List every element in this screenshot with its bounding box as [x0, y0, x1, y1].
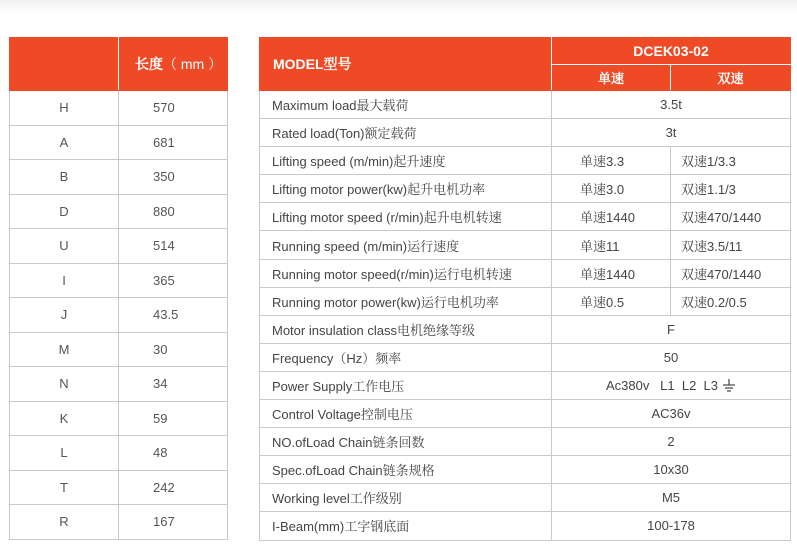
length-label: 长度 — [135, 56, 163, 72]
dimension-key: A — [10, 125, 119, 160]
spec-parameter: Rated load(Ton)额定载荷 — [260, 119, 552, 147]
spec-row — [260, 456, 791, 484]
model-code: DCEK03-02 — [552, 38, 791, 65]
dimension-key: D — [10, 194, 119, 229]
specs-body — [260, 91, 791, 541]
dimension-value: 350 — [119, 160, 228, 195]
spec-row — [260, 147, 791, 175]
dimensions-header-length — [119, 38, 228, 91]
spec-row — [260, 343, 791, 371]
single-speed-value: 单速0.5 — [552, 287, 671, 315]
spec-value — [552, 343, 791, 371]
spec-value — [552, 91, 791, 119]
dimension-row — [10, 436, 228, 471]
single-speed-value: 单速3.3 — [552, 147, 671, 175]
spec-value-text: 3.5t — [660, 97, 682, 113]
dimension-value: 880 — [119, 194, 228, 229]
spec-value — [552, 512, 791, 540]
dimension-row — [10, 298, 228, 333]
spec-row — [260, 231, 791, 259]
dimension-row — [10, 332, 228, 367]
spec-row — [260, 175, 791, 203]
dimension-value: 43.5 — [119, 298, 228, 333]
single-speed-header: 单速 — [552, 65, 671, 91]
dimension-value: 167 — [119, 505, 228, 540]
dimension-key: I — [10, 263, 119, 298]
single-speed-value: 单速11 — [552, 231, 671, 259]
dimension-value: 681 — [119, 125, 228, 160]
spec-row — [260, 91, 791, 119]
spec-value — [552, 484, 791, 512]
dual-speed-value: 双速470/1440 — [671, 259, 791, 287]
dimension-value: 242 — [119, 470, 228, 505]
spec-value — [552, 428, 791, 456]
dual-speed-value: 双速0.2/0.5 — [671, 287, 791, 315]
dimension-value: 59 — [119, 401, 228, 436]
spec-value — [552, 119, 791, 147]
dual-speed-header: 双速 — [671, 65, 791, 91]
spec-parameter: Maximum load最大载荷 — [260, 91, 552, 119]
spec-value-text: 3t — [665, 125, 677, 141]
spec-value — [552, 400, 791, 428]
spec-parameter: I-Beam(mm)工字钢底面 — [260, 512, 552, 540]
spec-parameter: Spec.ofLoad Chain链条规格 — [260, 456, 552, 484]
specs-table — [259, 37, 791, 541]
dual-speed-value: 双速3.5/11 — [671, 231, 791, 259]
dimension-key: H — [10, 91, 119, 126]
dimension-row — [10, 401, 228, 436]
spec-value — [552, 371, 791, 399]
spec-row — [260, 512, 791, 540]
spec-parameter: Lifting motor power(kw)起升电机功率 — [260, 175, 552, 203]
dimension-key: U — [10, 229, 119, 264]
single-speed-value: 单速3.0 — [552, 175, 671, 203]
dimension-value: 48 — [119, 436, 228, 471]
spec-row — [260, 428, 791, 456]
dimension-key: K — [10, 401, 119, 436]
spec-value-text: F — [667, 321, 675, 337]
dimension-key: L — [10, 436, 119, 471]
spec-value-text: 2 — [667, 434, 675, 450]
dimension-key: B — [10, 160, 119, 195]
ground-icon — [722, 378, 736, 392]
model-label: MODEL型号 — [260, 38, 552, 91]
spec-parameter: Running motor power(kw)运行电机功率 — [260, 287, 552, 315]
dimensions-body — [10, 91, 228, 540]
dual-speed-value: 双速470/1440 — [671, 203, 791, 231]
spec-value-text: 100-178 — [647, 518, 695, 534]
spec-value-text: 10x30 — [653, 462, 689, 478]
spec-parameter: Working level工作级别 — [260, 484, 552, 512]
spec-row — [260, 315, 791, 343]
dimension-row — [10, 367, 228, 402]
dimension-key: R — [10, 505, 119, 540]
dimension-key: T — [10, 470, 119, 505]
spec-parameter: Running speed (m/min)运行速度 — [260, 231, 552, 259]
dimension-key: J — [10, 298, 119, 333]
spec-parameter: Motor insulation class电机绝缘等级 — [260, 315, 552, 343]
spec-row — [260, 259, 791, 287]
dimension-value: 514 — [119, 229, 228, 264]
dimension-row — [10, 263, 228, 298]
spec-row — [260, 203, 791, 231]
spec-parameter: Power Supply工作电压 — [260, 371, 552, 399]
dimension-key: N — [10, 367, 119, 402]
dimension-key: M — [10, 332, 119, 367]
spec-value-text: 50 — [663, 349, 679, 365]
spec-value-text: Ac380v L1 L2 L3 — [605, 377, 719, 393]
spec-row — [260, 119, 791, 147]
length-unit: （ mm ） — [163, 56, 223, 72]
spec-row — [260, 371, 791, 399]
spec-value — [552, 315, 791, 343]
spec-row — [260, 484, 791, 512]
spec-parameter: Control Voltage控制电压 — [260, 400, 552, 428]
specs-header-row-1 — [260, 38, 791, 65]
dimensions-header-row — [10, 38, 228, 91]
spec-parameter: NO.ofLoad Chain链条回数 — [260, 428, 552, 456]
dimension-value: 34 — [119, 367, 228, 402]
spec-value — [552, 456, 791, 484]
dimension-row — [10, 91, 228, 126]
spec-parameter: Lifting speed (m/min)起升速度 — [260, 147, 552, 175]
single-speed-value: 单速1440 — [552, 259, 671, 287]
spec-row — [260, 400, 791, 428]
spec-parameter: Running motor speed(r/min)运行电机转速 — [260, 259, 552, 287]
dual-speed-value: 双速1.1/3 — [671, 175, 791, 203]
dimensions-table — [9, 37, 228, 540]
dimension-value: 570 — [119, 91, 228, 126]
dual-speed-value: 双速1/3.3 — [671, 147, 791, 175]
dimension-row — [10, 125, 228, 160]
dimension-row — [10, 470, 228, 505]
dimension-row — [10, 194, 228, 229]
single-speed-value: 单速1440 — [552, 203, 671, 231]
dimension-row — [10, 160, 228, 195]
spec-row — [260, 287, 791, 315]
dimension-value: 30 — [119, 332, 228, 367]
spec-value-text: M5 — [661, 490, 681, 506]
spec-parameter: Lifting motor speed (r/min)起升电机转速 — [260, 203, 552, 231]
dimensions-header-blank — [10, 38, 119, 91]
spec-value-text: AC36v — [651, 406, 691, 422]
dimension-row — [10, 505, 228, 540]
dimension-value: 365 — [119, 263, 228, 298]
top-shadow — [0, 0, 797, 14]
spec-parameter: Frequency（Hz）频率 — [260, 343, 552, 371]
dimension-row — [10, 229, 228, 264]
